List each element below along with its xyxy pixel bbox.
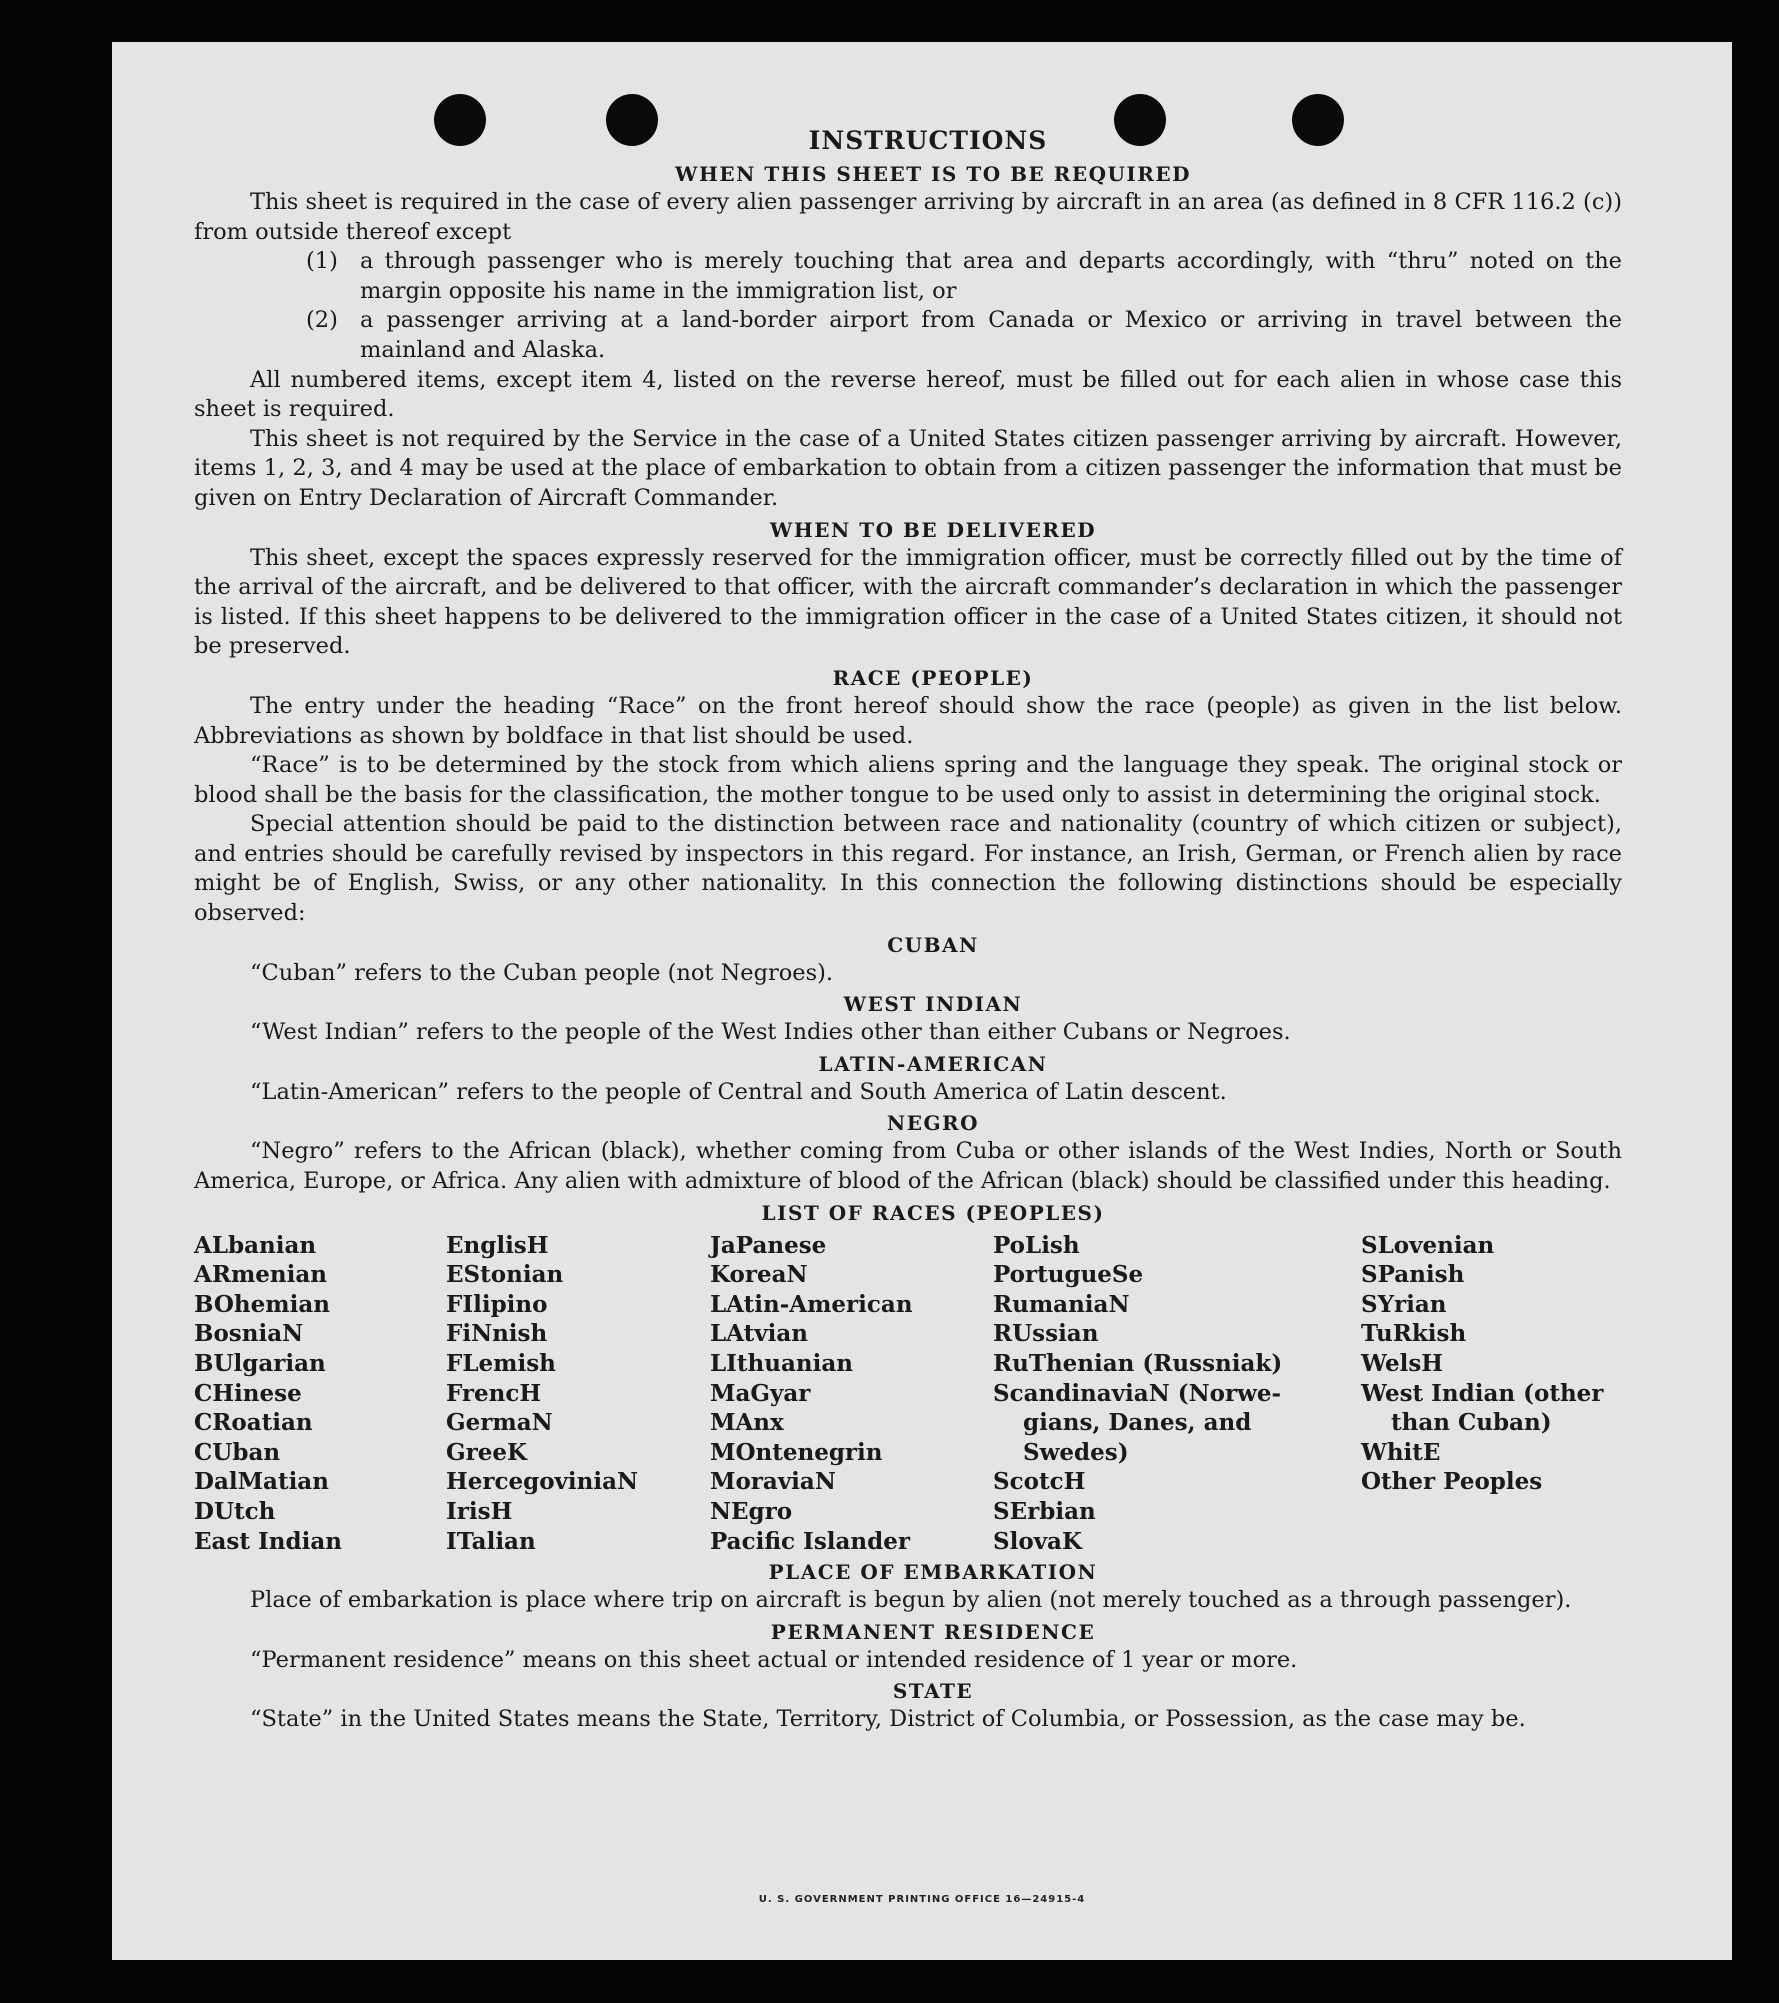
instruction-sheet <box>112 42 1732 1960</box>
paragraph: “State” in the United States means the State, Territory, District of Columbia, or Possession, as the case may be. <box>250 1706 1526 1733</box>
race-column <box>194 1231 446 1557</box>
race-item: SPanish <box>1361 1261 1465 1289</box>
race-item: ScotcH <box>993 1468 1086 1496</box>
list-text: a through passenger who is merely touching that area and departs accordingly, with “thru” noted on the margin opposite his name in the immigration list, or <box>360 248 1622 304</box>
race-item: HercegoviniaN <box>446 1468 639 1496</box>
race-item: IrisH <box>446 1497 513 1525</box>
paragraph: The entry under the heading “Race” on the front hereof should show the race (people) as given in the list below. Abbreviations as shown by boldface in that list should be used. <box>194 692 1622 749</box>
race-item: FIlipino <box>446 1290 548 1318</box>
race-item: East Indian <box>194 1527 342 1555</box>
race-item: ScandinaviaN (Norwe- <box>993 1379 1282 1407</box>
race-item: SLovenian <box>1361 1231 1495 1259</box>
paragraph: This sheet is not required by the Service in the case of a United States citizen passenger arriving by aircraft. However, items 1, 2, 3, and 4 may be used at the place of embarkation to obtain from a citizen passenger the information that must be given on Entry Declaration of Aircraft Commander. <box>194 425 1622 511</box>
race-column <box>446 1231 710 1557</box>
race-item: SErbian <box>993 1497 1096 1525</box>
race-item: GreeK <box>446 1438 528 1466</box>
race-item: ITalian <box>446 1527 536 1555</box>
race-item: ARmenian <box>194 1261 328 1289</box>
race-column <box>1361 1231 1611 1557</box>
race-item: MOntenegrin <box>710 1438 883 1466</box>
printer-imprint: U. S. GOVERNMENT PRINTING OFFICE 16—24915-4 <box>758 1894 1086 1905</box>
paragraph: Place of embarkation is place where trip on aircraft is begun by alien (not merely touched as a through passenger). <box>250 1587 1572 1614</box>
race-item: NEgro <box>710 1497 793 1525</box>
race-item: than Cuban) <box>1391 1409 1552 1437</box>
race-item: MaGyar <box>710 1379 811 1407</box>
paragraph: Special attention should be paid to the distinction between race and nationality (country of which citizen or subject), and entries should be carefully revised by inspectors in this regard. For instance, an Irish, German, or French alien by race might be of English, Swiss, or any other nationality. In this connection the following distinctions should be especially observed: <box>194 811 1622 927</box>
section-heading: NEGRO <box>886 1111 980 1136</box>
race-column <box>710 1231 993 1557</box>
race-item: Swedes) <box>1023 1438 1129 1466</box>
race-list <box>194 1231 1622 1557</box>
race-item: DUtch <box>194 1497 276 1525</box>
race-item: FiNnish <box>446 1320 548 1348</box>
race-item: DalMatian <box>194 1468 329 1496</box>
race-item: CHinese <box>194 1379 302 1407</box>
race-item: WhitE <box>1361 1438 1441 1466</box>
paragraph: “Permanent residence” means on this sheet actual or intended residence of 1 year or more. <box>250 1646 1298 1673</box>
race-item: gians, Danes, and <box>1023 1409 1252 1437</box>
paragraph: All numbered items, except item 4, listed on the reverse hereof, must be filled out for each alien in whose case this sheet is required. <box>194 366 1622 423</box>
race-item: RUssian <box>993 1320 1099 1348</box>
section-heading: PERMANENT RESIDENCE <box>770 1619 1096 1644</box>
list-text: a passenger arriving at a land-border airport from Canada or Mexico or arriving in travel between the mainland and Alaska. <box>360 307 1622 363</box>
paragraph: “Latin-American” refers to the people of Central and South America of Latin descent. <box>250 1078 1227 1105</box>
list-number: (1) <box>306 248 338 275</box>
paragraph: This sheet, except the spaces expressly reserved for the immigration officer, must be correctly filled out by the time of the arrival of the aircraft, and be delivered to that officer, with the aircraft commander’s declaration in which the passenger is listed. If this sheet happens to be delivered to the immigration officer in the case of a United States citizen, it should not be preserved. <box>194 544 1622 660</box>
race-item: FrencH <box>446 1379 542 1407</box>
race-item: SlovaK <box>993 1527 1082 1555</box>
race-item: MoraviaN <box>710 1468 836 1496</box>
paragraph: “Cuban” refers to the Cuban people (not Negroes). <box>250 959 834 986</box>
race-item: PortugueSe <box>993 1261 1144 1289</box>
race-item: EnglisH <box>446 1231 549 1259</box>
race-item: WelsH <box>1361 1350 1444 1377</box>
race-item: CRoatian <box>194 1409 313 1437</box>
document-body <box>194 124 1622 1735</box>
race-column <box>993 1231 1361 1557</box>
race-item: Other Peoples <box>1361 1468 1543 1496</box>
list-item <box>194 247 1622 306</box>
section-heading: WEST INDIAN <box>843 992 1023 1017</box>
section-heading: WHEN TO BE DELIVERED <box>769 517 1097 542</box>
race-item: West Indian (other <box>1361 1379 1604 1407</box>
paragraph: “Race” is to be determined by the stock from which aliens spring and the language they speak. The original stock or blood shall be the basis for the classification, the mother tongue to be used only to assist in determining the original stock. <box>194 752 1622 808</box>
race-item: RuThenian (Russniak) <box>993 1350 1283 1377</box>
page-title: INSTRUCTIONS <box>808 126 1048 155</box>
race-item: LAtin-American <box>710 1290 913 1318</box>
race-item: PoLish <box>993 1231 1080 1259</box>
race-item: JaPanese <box>710 1231 827 1259</box>
race-item: BosniaN <box>194 1320 304 1348</box>
race-item: Pacific Islander <box>710 1527 910 1555</box>
paragraph: “Negro” refers to the African (black), whether coming from Cuba or other islands of the West Indies, North or South America, Europe, or Africa. Any alien with admixture of blood of the African (black) should be classified under this heading. <box>194 1138 1622 1195</box>
race-item: TuRkish <box>1361 1320 1467 1348</box>
section-heading: STATE <box>892 1679 974 1704</box>
list-number: (2) <box>306 307 338 334</box>
section-heading: LIST OF RACES (PEOPLES) <box>761 1200 1105 1225</box>
section-heading: PLACE OF EMBARKATION <box>768 1560 1098 1585</box>
race-item: BUlgarian <box>194 1350 326 1377</box>
section-heading: WHEN THIS SHEET IS TO BE REQUIRED <box>675 162 1191 186</box>
race-item: EStonian <box>446 1261 564 1289</box>
section-heading: LATIN-AMERICAN <box>818 1051 1048 1076</box>
race-item: CUban <box>194 1438 281 1466</box>
race-item: FLemish <box>446 1350 556 1377</box>
race-item: BOhemian <box>194 1290 330 1318</box>
race-item: LIthuanian <box>710 1350 853 1377</box>
section-heading: RACE (PEOPLE) <box>832 665 1034 690</box>
race-item: ALbanian <box>194 1231 317 1259</box>
section-heading: CUBAN <box>887 932 979 957</box>
race-item: KoreaN <box>710 1261 808 1289</box>
paragraph: This sheet is required in the case of every alien passenger arriving by aircraft in an area (as defined in 8 CFR 116.2 (c)) from outside thereof except <box>194 189 1622 245</box>
race-item: GermaN <box>446 1409 553 1437</box>
race-item: RumaniaN <box>993 1290 1130 1318</box>
race-item: LAtvian <box>710 1320 808 1348</box>
paragraph: “West Indian” refers to the people of the West Indies other than either Cubans or Negroes. <box>250 1019 1291 1046</box>
race-item: SYrian <box>1361 1290 1447 1318</box>
list-item <box>194 306 1622 365</box>
race-item: MAnx <box>710 1409 784 1437</box>
